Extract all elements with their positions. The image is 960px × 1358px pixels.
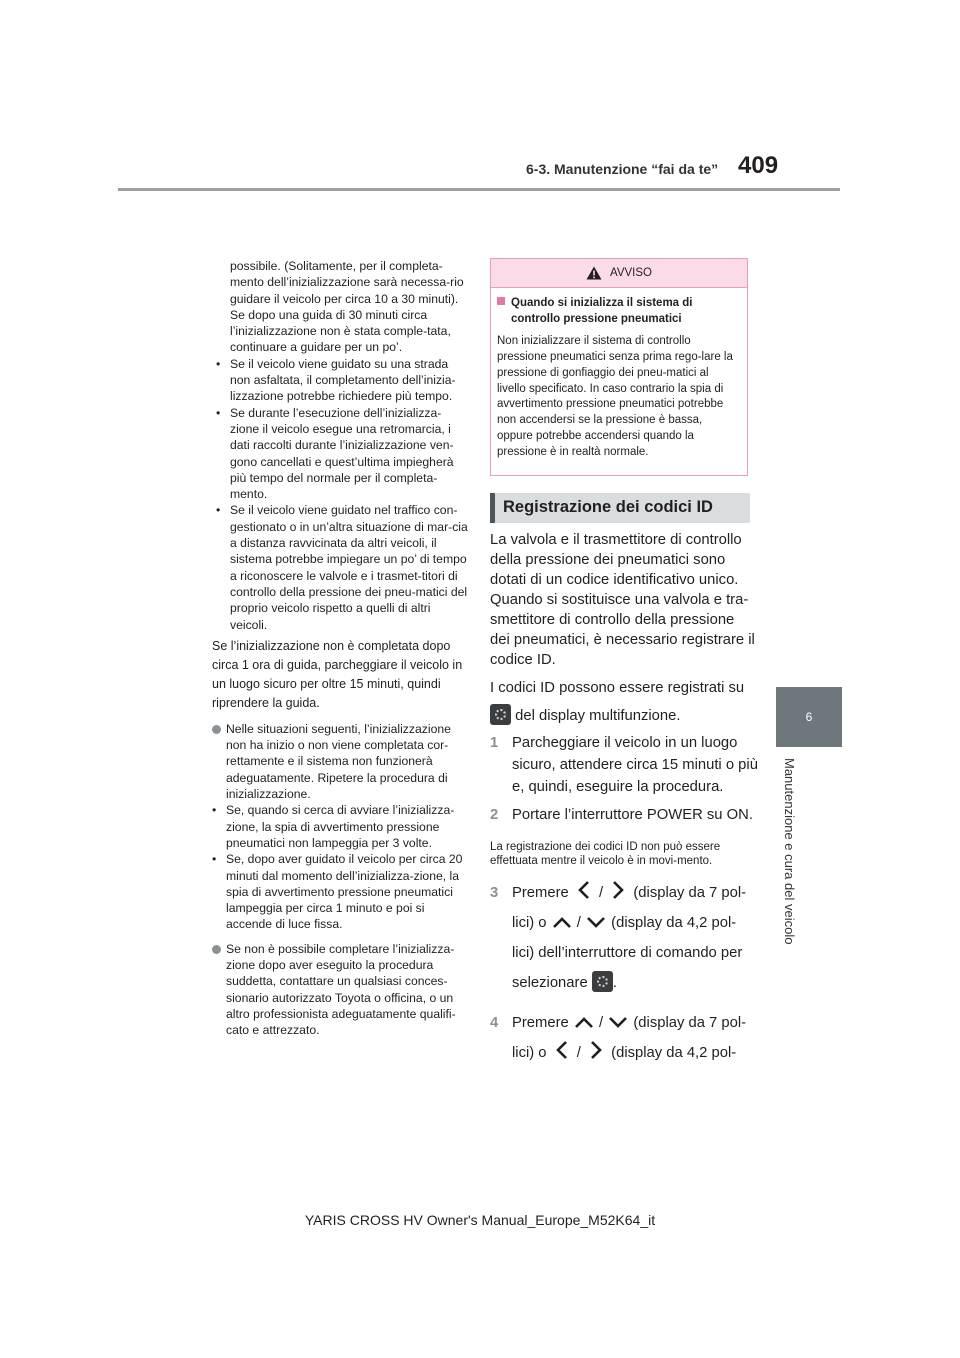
chevron-up-icon: [573, 1013, 595, 1031]
continued-text: possibile. (Solitamente, per il completa-mento dell’inizializzazione sarà necessa-rio guidare il veicolo per circa 10 a 30 minuti). Se dopo una guida di 30 minuti circa l’inizializzazione non è stata comple-tata, continuare a guidare per un po’.: [230, 259, 464, 355]
chapter-number: 6: [805, 710, 813, 724]
left-column: [212, 258, 470, 1038]
warning-triangle-icon: [586, 266, 602, 280]
warning-title: AVVISO: [610, 267, 652, 279]
bullet-item: • Se il veicolo viene guidato su una strada non asfaltata, il completamento dell’inizia-lizzazione potrebbe richiedere più tempo.: [216, 356, 456, 404]
page-number: 409: [738, 152, 779, 179]
chevron-left-icon: [551, 1039, 573, 1061]
chevron-down-icon: [607, 1013, 629, 1031]
settings-gear-icon: [490, 704, 511, 725]
chevron-up-icon: [551, 913, 573, 931]
bullet-item: • Se il veicolo viene guidato nel traffico con-gestionato o in un’altra situazione di mar-cia a distanza ravvicinata da altri veicoli, il sistema potrebbe impiegare un po’ di tempo a riconoscere le valvole e i trasmet-titori di controllo della pressione dei pneu-matici del proprio veicolo rispetto a quelli di altri veicoli.: [216, 503, 468, 632]
step-4: 4 Premere / (display da 7 pol-lici) o / (display da 4,2 pol-: [490, 1015, 747, 1061]
chapter-tab: [776, 687, 842, 747]
warning-box: [490, 258, 748, 476]
intro-paragraph: La valvola e il trasmettitore di controllo della pressione dei pneumatici sono dotati di un codice identificativo unico. Quando si sostituisce una valvola e tra-smettitore di controllo della pressione dei pneumatici, è necessario registrare il codice ID.: [490, 532, 755, 668]
section-heading: [490, 493, 750, 523]
header-rule: [118, 188, 840, 191]
chevron-left-icon: [573, 879, 595, 901]
section-header: 6-3. Manutenzione “fai da te”: [526, 161, 719, 177]
note: La registrazione dei codici ID non può essere effettuata mentre il veicolo è in movi-mento.: [490, 841, 721, 867]
bullet-item: • Se durante l’esecuzione dell’inizializza-zione il veicolo esegue una retromarcia, i dati raccolti durante l’inizializzazione ven-gono cancellati e quest’ultima impiegherà più tempo del normale per il completa-mento.: [216, 405, 454, 502]
chevron-down-icon: [585, 913, 607, 931]
intro-paragraph-2: I codici ID possono essere registrati su: [490, 680, 745, 696]
warning-header: [491, 259, 747, 288]
section-title: Registrazione dei codici ID: [503, 498, 713, 516]
paragraph: Se l’inizializzazione non è completata dopo circa 1 ora di guida, parcheggiare il veicolo in un luogo sicuro per oltre 15 minuti, quindi riprendere la guida.: [212, 638, 463, 710]
footer-text: YARIS CROSS HV Owner's Manual_Europe_M52K64_it: [304, 1212, 656, 1228]
right-column: [490, 530, 758, 1068]
circle-bullet-item: Nelle situazioni seguenti, l’inizializzazione non ha inizio o non viene completata cor-rettamente e il sistema non funzionerà adeguatamente. Ripetere la procedura di inizializzazione.: [212, 721, 470, 802]
square-bullet-icon: [497, 297, 505, 305]
warning-text: Non inizializzare il sistema di controllo pressione pneumatici senza prima rego-lare la pressione di gonfiaggio dei pneu-matici al livello specificato. In caso contrario la spia di avvertimento pressione pneumatici potrebbe non accendersi se la pressione è bassa, oppure potrebbe accendersi quando la pressione è in realtà normale.: [497, 334, 733, 459]
chapter-label-wrap: [782, 758, 806, 958]
chevron-right-icon: [585, 1039, 607, 1061]
bullet-item: • Se, dopo aver guidato il veicolo per circa 20 minuti dal momento dell’inizializza-zione, la spia di avvertimento pressione pneumatici lampeggia per circa 1 minuto e poi si accende di luce fissa.: [212, 852, 463, 932]
intro-paragraph-2b: del display multifunzione.: [490, 704, 758, 726]
settings-gear-icon: [592, 971, 613, 992]
step-1: 1 Parcheggiare il veicolo in un luogo sicuro, attendere circa 15 minuti o più e, quindi, eseguire la procedura.: [490, 735, 758, 795]
bullet-dot-icon: [212, 945, 221, 954]
step-2: 2 Portare l’interruttore POWER su ON.: [490, 807, 753, 823]
chapter-label: Manutenzione e cura del veicolo: [782, 758, 797, 945]
step-3: 3 Premere / (display da 7 pol-lici) o / (display da 4,2 pol-lici) dell’interruttore di comando per selezionare .: [490, 878, 758, 998]
warning-subtitle: Quando si inizializza il sistema di controllo pressione pneumatici: [497, 296, 739, 328]
chevron-right-icon: [607, 879, 629, 901]
circle-bullet-item: Se non è possibile completare l’inizializza-zione dopo aver eseguito la procedura suddetta, contattare un qualsiasi conces-sionario autorizzato Toyota o officina, o un altro professionista adeguatamente qualifi-cato e attrezzato.: [212, 941, 470, 1039]
bullet-item: • Se, quando si cerca di avviare l’inizializza-zione, la spia di avvertimento pressione pneumatici non lampeggia per 3 volte.: [212, 803, 455, 850]
bullet-dot-icon: [212, 725, 221, 734]
